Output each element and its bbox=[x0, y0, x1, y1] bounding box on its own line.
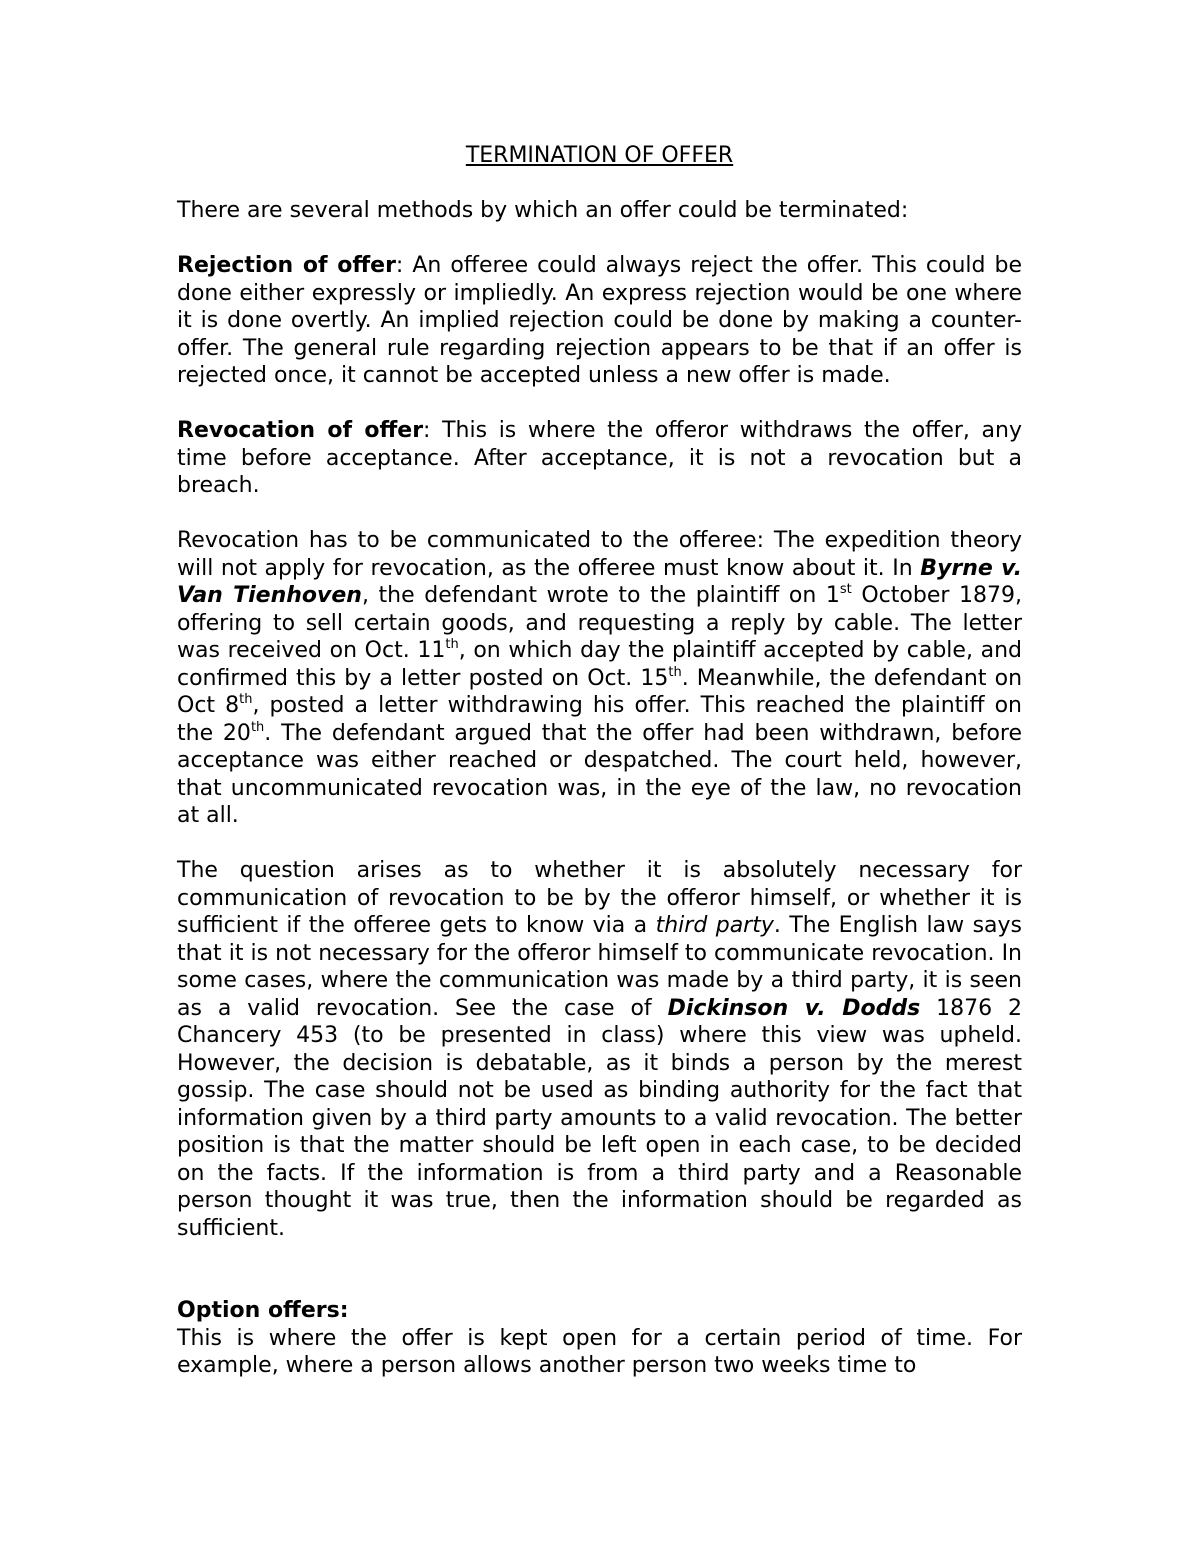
third-party-text-3: 1876 2 Chancery 453 (to be presented in class) where this view was upheld. However, the decision is debatable, as it binds a person by the merest gossip. The case should not be used as binding authority for the fact that information given by a third party amounts to a valid revocation. The better position is that the matter should be left open in each case, to be decided on the facts. If the information is from a third party and a Reasonable person thought it was true, then the information should be regarded as sufficient. bbox=[177, 995, 1022, 1241]
byrne-case-name: Byrne v. Van Tienhoven bbox=[177, 555, 1023, 608]
dickinson-case-name: Dickinson v. Dodds bbox=[667, 995, 921, 1021]
intro-paragraph: There are several methods by which an offer could be terminated: bbox=[177, 198, 909, 223]
option-offers-heading bbox=[177, 1297, 1022, 1325]
third-party-text-1: The question arises as to whether it is absolutely necessary for communication of revocation to be by the offeror himself, or whether it is sufficient if the offeree gets to know via a bbox=[177, 858, 1022, 938]
blank-line bbox=[177, 1270, 1022, 1298]
document-title: TERMINATION OF OFFER bbox=[465, 143, 734, 168]
byrne-text-2: , the defendant wrote to the plaintiff on 1 bbox=[361, 583, 840, 608]
rejection-paragraph bbox=[177, 252, 1022, 390]
rejection-text: : An offeree could always reject the offer. This could be done either expressly or impliedly. An express rejection would be one where it is done overtly. An implied rejection could be done by making a counter-offer. The general rule regarding rejection appears to be that if an offer is rejected once, it cannot be accepted unless a new offer is made. bbox=[177, 253, 1022, 388]
third-party-text-2: . The English law says that it is not necessary for the offeror himself to communicate revocation. In some cases, where the communication was made by a third party, it is seen as a valid revocation. See the case of bbox=[177, 913, 1023, 1021]
byrne-text-3: October 1879, offering to sell certain goods, and requesting a reply by cable. The letter was received on Oct. 11 bbox=[177, 583, 1022, 663]
byrne-sup-1: st bbox=[839, 582, 852, 597]
option-offers-heading-text: Option offers: bbox=[177, 1298, 349, 1323]
revocation-text: : This is where the offeror withdraws the offer, any time before acceptance. After acceptance, it is not a revocation but a breach. bbox=[177, 418, 1022, 498]
rejection-heading: Rejection of offer bbox=[177, 253, 396, 278]
third-party-paragraph bbox=[177, 857, 1022, 1242]
revocation-paragraph bbox=[177, 417, 1022, 500]
byrne-paragraph bbox=[177, 527, 1022, 830]
byrne-sup-5: th bbox=[250, 719, 265, 735]
byrne-sup-3: th bbox=[668, 664, 682, 680]
revocation-heading: Revocation of offer bbox=[177, 418, 424, 443]
document-page bbox=[177, 142, 1022, 1380]
byrne-sup-2: th bbox=[445, 637, 459, 652]
byrne-text-6: , posted a letter withdrawing his offer. This reached the plaintiff on the 20 bbox=[177, 693, 1022, 746]
byrne-sup-4: th bbox=[239, 692, 253, 707]
byrne-text-5: . Meanwhile, the defendant on Oct 8 bbox=[177, 665, 1023, 718]
byrne-text-7: . The defendant argued that the offer had been withdrawn, before acceptance was either reached or despatched. The court held, however, that uncommunicated revocation was, in the eye of the law, no revocation at all. bbox=[177, 720, 1023, 828]
byrne-text-4: , on which day the plaintiff accepted by cable, and confirmed this by a letter posted on Oct. 15 bbox=[177, 638, 1022, 691]
byrne-text-1: Revocation has to be communicated to the offeree: The expedition theory will not apply for revocation, as the offeree must know about it. In bbox=[177, 528, 1022, 581]
third-party-italic: third party bbox=[655, 913, 774, 938]
option-offers-paragraph: This is where the offer is kept open for a certain period of time. For example, where a person allows another person two weeks time to bbox=[177, 1325, 1022, 1378]
